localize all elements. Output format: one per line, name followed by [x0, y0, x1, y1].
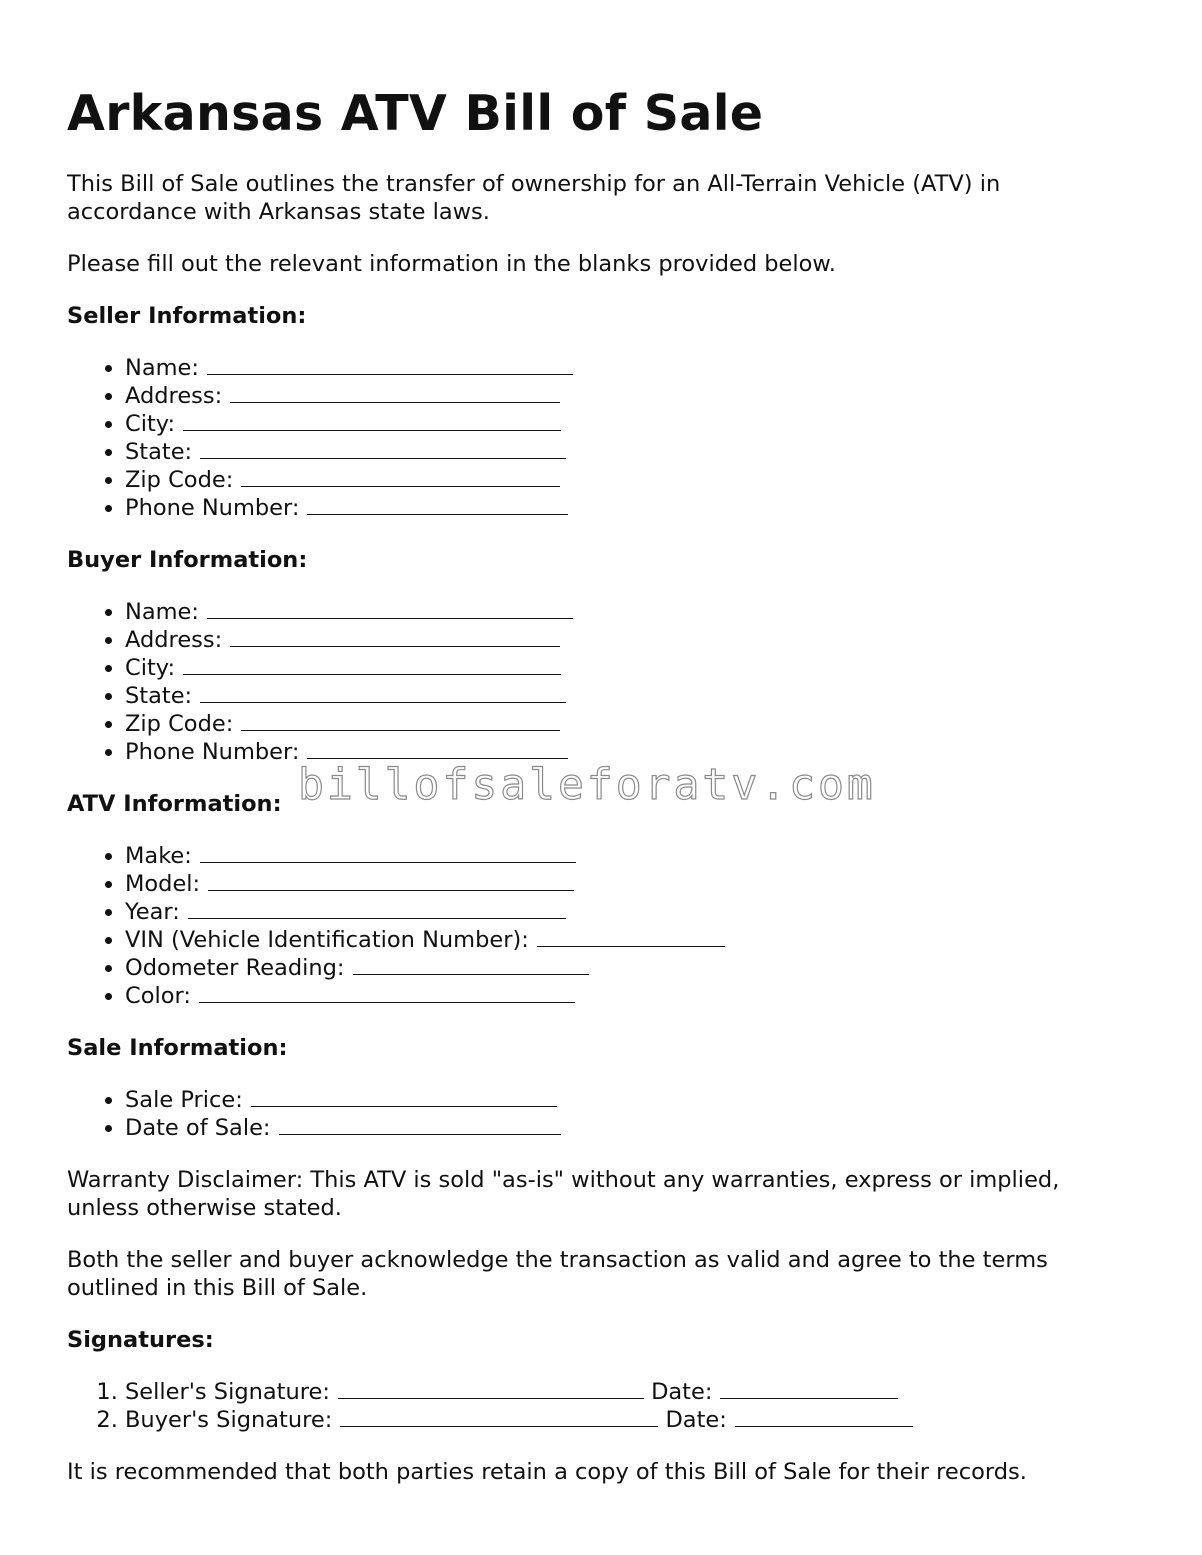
buyer-signature-label: Buyer's Signature: [125, 1407, 333, 1433]
field-label: Zip Code: [125, 711, 234, 737]
buyer-address-blank[interactable] [230, 626, 560, 647]
field-label: Phone Number: [125, 495, 300, 521]
seller-signature-label: Seller's Signature: [125, 1379, 330, 1405]
field-label: City: [125, 411, 176, 437]
buyer-city-item [125, 654, 1137, 682]
acknowledgement-paragraph: Both the seller and buyer acknowledge the transaction as valid and agree to the terms outlined in this Bill of Sale. [67, 1247, 1048, 1301]
seller-phone-item [125, 494, 1137, 522]
field-label: State: [125, 439, 193, 465]
atv-model-item [125, 870, 1137, 898]
seller-zip-item [125, 466, 1137, 494]
field-label: State: [125, 683, 193, 709]
buyer-date-label: Date: [665, 1407, 727, 1433]
seller-phone-blank[interactable] [307, 494, 568, 515]
buyer-address-item [125, 626, 1137, 654]
document-title: Arkansas ATV Bill of Sale [67, 85, 764, 142]
sale-date-blank[interactable] [279, 1114, 561, 1135]
sale-heading: Sale Information: [67, 1035, 288, 1061]
seller-name-item [125, 354, 1137, 382]
buyer-phone-blank[interactable] [307, 738, 568, 759]
seller-city-item [125, 410, 1137, 438]
atv-color-item [125, 982, 1137, 1010]
sale-field-list [67, 1086, 1137, 1142]
field-label: Color: [125, 983, 191, 1009]
seller-city-blank[interactable] [183, 410, 561, 431]
atv-model-blank[interactable] [208, 870, 574, 891]
seller-heading: Seller Information: [67, 303, 307, 329]
buyer-zip-blank[interactable] [241, 710, 560, 731]
signatures-heading: Signatures: [67, 1327, 214, 1353]
field-label: Name: [125, 599, 199, 625]
field-label: Name: [125, 355, 199, 381]
seller-field-list [67, 354, 1137, 522]
field-label: Make: [125, 843, 192, 869]
field-label: Address: [125, 383, 223, 409]
field-label: VIN (Vehicle Identification Number): [125, 927, 529, 953]
buyer-zip-item [125, 710, 1137, 738]
seller-address-item [125, 382, 1137, 410]
buyer-signature-blank[interactable] [340, 1406, 658, 1427]
buyer-signature-item [125, 1406, 1137, 1434]
buyer-date-blank[interactable] [735, 1406, 913, 1427]
sale-price-item [125, 1086, 1137, 1114]
atv-make-item [125, 842, 1137, 870]
atv-vin-blank[interactable] [537, 926, 725, 947]
atv-year-item [125, 898, 1137, 926]
field-label: Sale Price: [125, 1087, 243, 1113]
buyer-name-item [125, 598, 1137, 626]
field-label: Year: [125, 899, 180, 925]
seller-state-item [125, 438, 1137, 466]
sale-price-blank[interactable] [251, 1086, 557, 1107]
buyer-city-blank[interactable] [183, 654, 561, 675]
buyer-state-blank[interactable] [200, 682, 566, 703]
atv-heading: ATV Information: [67, 791, 282, 817]
sale-date-item [125, 1114, 1137, 1142]
seller-zip-blank[interactable] [241, 466, 560, 487]
buyer-name-blank[interactable] [207, 598, 573, 619]
field-label: Model: [125, 871, 201, 897]
seller-address-blank[interactable] [230, 382, 560, 403]
field-label: Zip Code: [125, 467, 234, 493]
field-label: City: [125, 655, 176, 681]
atv-vin-item [125, 926, 1137, 954]
field-label: Date of Sale: [125, 1115, 271, 1141]
atv-field-list [67, 842, 1137, 1010]
site-watermark: billofsaleforatv.com [298, 760, 876, 810]
warranty-disclaimer: Warranty Disclaimer: This ATV is sold "as-is" without any warranties, express or implied, unless otherwise stated. [67, 1167, 1060, 1221]
intro-paragraph: This Bill of Sale outlines the transfer of ownership for an All-Terrain Vehicle (ATV) in accordance with Arkansas state laws. [67, 171, 1001, 225]
atv-make-blank[interactable] [200, 842, 576, 863]
seller-signature-blank[interactable] [338, 1378, 644, 1399]
seller-state-blank[interactable] [200, 438, 566, 459]
instructions-paragraph: Please fill out the relevant information in the blanks provided below. [67, 251, 836, 277]
signature-list [67, 1378, 1137, 1434]
buyer-state-item [125, 682, 1137, 710]
atv-color-blank[interactable] [199, 982, 575, 1003]
atv-odometer-blank[interactable] [353, 954, 589, 975]
field-label: Address: [125, 627, 223, 653]
seller-name-blank[interactable] [207, 354, 573, 375]
buyer-field-list [67, 598, 1137, 766]
buyer-heading: Buyer Information: [67, 547, 308, 573]
seller-date-blank[interactable] [720, 1378, 898, 1399]
seller-signature-item [125, 1378, 1137, 1406]
field-label: Odometer Reading: [125, 955, 345, 981]
atv-odometer-item [125, 954, 1137, 982]
seller-date-label: Date: [651, 1379, 713, 1405]
atv-year-blank[interactable] [188, 898, 566, 919]
closing-paragraph: It is recommended that both parties retain a copy of this Bill of Sale for their records. [67, 1459, 1027, 1485]
field-label: Phone Number: [125, 739, 300, 765]
